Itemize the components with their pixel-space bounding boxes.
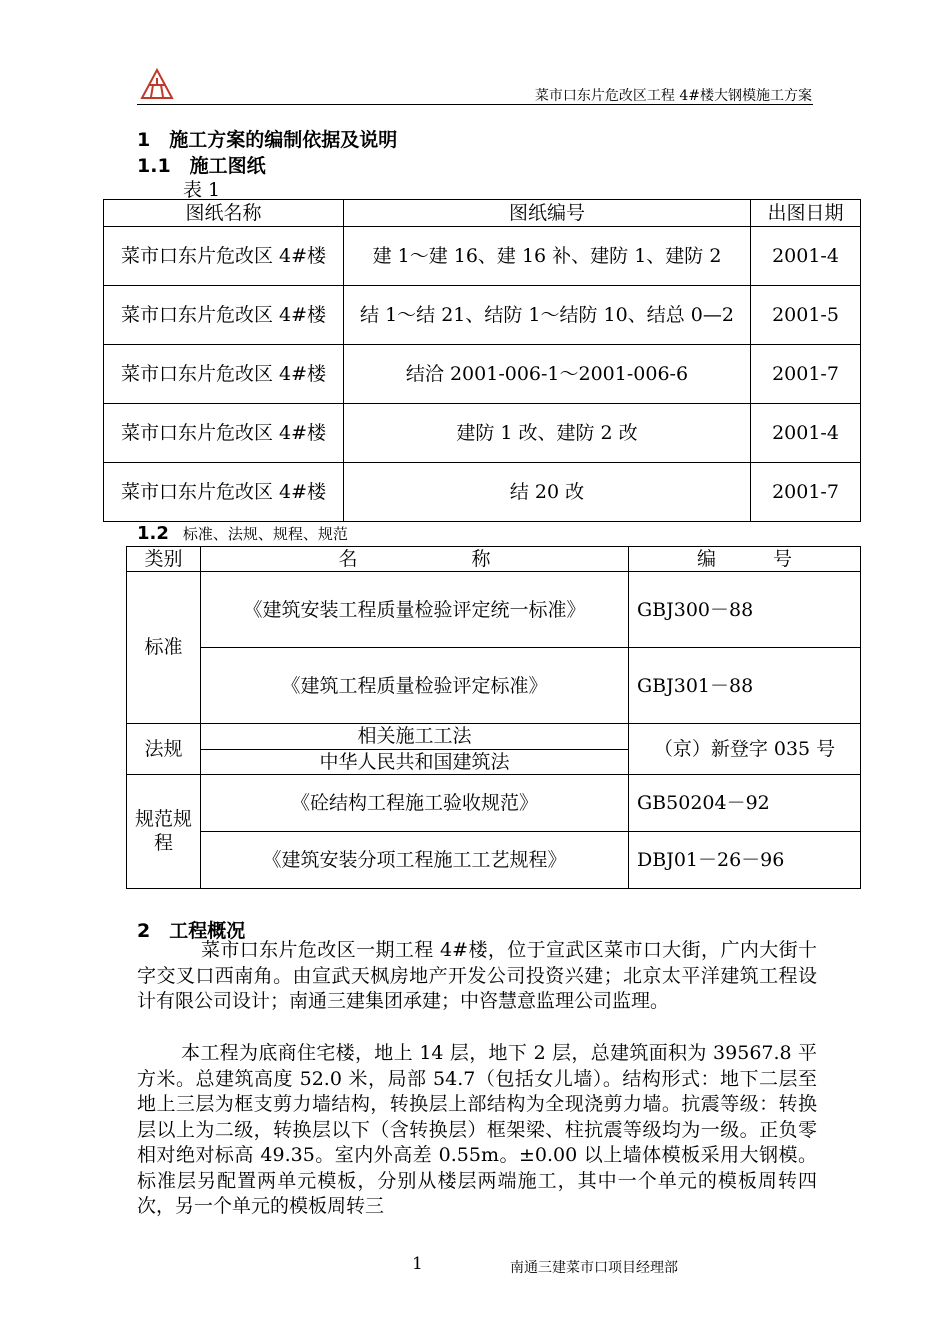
- page-number: 1: [412, 1254, 423, 1274]
- section-1-heading: 1 施工方案的编制依据及说明: [137, 129, 398, 151]
- drawing-name-cell: 菜市口东片危改区 4#楼: [104, 404, 344, 463]
- standard-code-cell: GBJ300－88: [629, 572, 861, 648]
- drawing-code-cell: 建 1～建 16、建 16 补、建防 1、建防 2: [344, 227, 751, 286]
- standard-code-cell: GBJ301－88: [629, 648, 861, 724]
- paragraph-text: 本工程为底商住宅楼，地上 14 层，地下 2 层，总建筑面积为 39567.8 平方米。总建筑高度 52.0 米，局部 54.7（包括女儿墙）。结构形式：地下二层至地上三层为框支剪力墙结构，转换层上部结构为全现浇剪力墙。抗震等级：转换层以上为二级，转换层以下（含转换层）框架梁、柱抗震等级均为一级。正负零相对绝对标高 49.35。室内外高差 0.55m。±0.00 以上墙体模板采用大钢模。标准层另配置两单元模板，分别从楼层两端施工，其中一个单元的模板周转四次，另一个单元的模板周转三: [137, 1042, 817, 1217]
- column-header: 名 称: [201, 547, 629, 572]
- drawing-date-cell: 2001-7: [751, 345, 861, 404]
- drawing-date-cell: 2001-4: [751, 227, 861, 286]
- standard-name-cell: 《建筑安装工程质量检验评定统一标准》: [201, 572, 629, 648]
- spec-name-cell: 《砼结构工程施工验收规范》: [201, 774, 629, 831]
- section-1-2-heading: [137, 523, 348, 544]
- overview-paragraph-2: [137, 1041, 817, 1220]
- category-cell: 法规: [127, 724, 201, 775]
- section-1-1-heading: 1.1 施工图纸: [137, 155, 266, 177]
- section-1-2-title: 标准、法规、规程、规范: [182, 525, 348, 543]
- column-header: 出图日期: [751, 200, 861, 227]
- table-row: [104, 463, 861, 522]
- table-row: [127, 831, 861, 888]
- table-row: [104, 345, 861, 404]
- section-1-2-number: 1.2: [137, 523, 169, 544]
- overview-paragraph-1: [137, 938, 817, 1015]
- drawing-date-cell: 2001-5: [751, 286, 861, 345]
- drawing-name-cell: 菜市口东片危改区 4#楼: [104, 345, 344, 404]
- drawing-name-cell: 菜市口东片危改区 4#楼: [104, 286, 344, 345]
- paragraph-text: 菜市口东片危改区一期工程 4#楼，位于宣武区菜市口大街，广内大街十字交叉口西南角。由宣武天枫房地产开发公司投资兴建；北京太平洋建筑工程设计有限公司设计；南通三建集团承建；中咨慧意监理公司监理。: [137, 939, 817, 1012]
- column-header: 编 号: [629, 547, 861, 572]
- table-row: [104, 404, 861, 463]
- drawing-code-cell: 结 20 改: [344, 463, 751, 522]
- category-cell: 标准: [127, 572, 201, 724]
- drawing-date-cell: 2001-7: [751, 463, 861, 522]
- table-1-caption: 表 1: [183, 179, 221, 201]
- column-header: 图纸编号: [344, 200, 751, 227]
- standards-table: [126, 546, 861, 889]
- drawings-table: [103, 199, 861, 522]
- regulation-code-cell: （京）新登字 035 号: [629, 724, 861, 775]
- table-row: [127, 572, 861, 648]
- drawing-name-cell: 菜市口东片危改区 4#楼: [104, 463, 344, 522]
- spec-code-cell: GB50204－92: [629, 774, 861, 831]
- regulation-name-cell: 中华人民共和国建筑法: [201, 749, 629, 774]
- drawing-date-cell: 2001-4: [751, 404, 861, 463]
- table-row: [127, 774, 861, 831]
- spec-name-cell: 《建筑安装分项工程施工工艺规程》: [201, 831, 629, 888]
- regulation-name-cell: 相关施工工法: [201, 724, 629, 749]
- drawing-code-cell: 结 1～结 21、结防 1～结防 10、结总 0—2: [344, 286, 751, 345]
- table-row: [104, 286, 861, 345]
- table-header-row: [104, 200, 861, 227]
- column-header: 图纸名称: [104, 200, 344, 227]
- drawing-code-cell: 结洽 2001-006-1～2001-006-6: [344, 345, 751, 404]
- drawing-name-cell: 菜市口东片危改区 4#楼: [104, 227, 344, 286]
- table-row: [127, 724, 861, 749]
- table-header-row: [127, 547, 861, 572]
- column-header: 类别: [127, 547, 201, 572]
- header-title: 菜市口东片危改区工程 4#楼大钢模施工方案: [534, 88, 812, 104]
- table-row: [127, 648, 861, 724]
- company-logo-icon: [140, 68, 174, 104]
- category-cell: 规范规程: [127, 774, 201, 888]
- spec-code-cell: DBJ01－26－96: [629, 831, 861, 888]
- standard-name-cell: 《建筑工程质量检验评定标准》: [201, 648, 629, 724]
- footer-text: 南通三建菜市口项目经理部: [510, 1260, 678, 1276]
- table-row: [104, 227, 861, 286]
- drawing-code-cell: 建防 1 改、建防 2 改: [344, 404, 751, 463]
- header-divider: [137, 104, 813, 105]
- section-2-heading: 2 工程概况: [137, 920, 246, 942]
